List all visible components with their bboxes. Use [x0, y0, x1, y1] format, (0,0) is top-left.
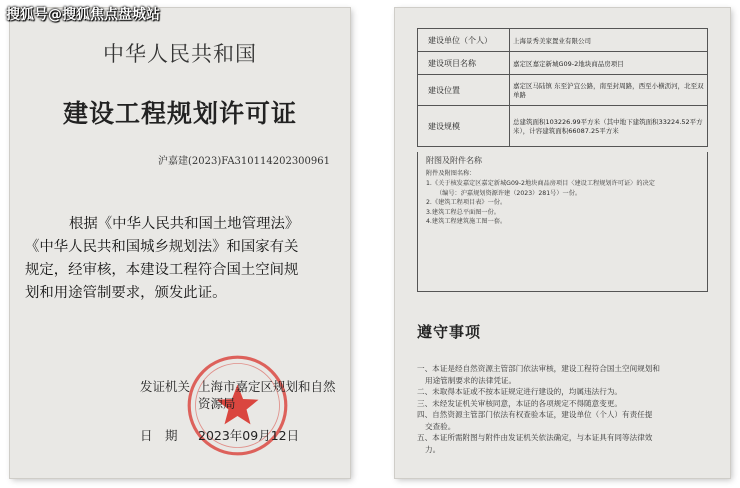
- notice-text: 二、未取得本证或不按本证规定进行建设的，均属违法行为。: [417, 387, 623, 396]
- certificate-back-page: [395, 8, 730, 478]
- attachment-text: 4.建筑工程建筑施工图一套。: [426, 218, 507, 225]
- notice-item: [417, 398, 712, 410]
- country-name: 中华人民共和国: [103, 42, 257, 66]
- attachment-item: [426, 198, 699, 208]
- attachment-text-cont: （编号：沪嘉规划资源许建（2023）281号）一份。: [436, 189, 582, 197]
- notice-text-cont: 力。: [425, 444, 441, 454]
- row-key: 建设规模: [418, 106, 510, 147]
- date-label: 日 期: [140, 428, 178, 443]
- attachments-subheading: 附件及附图名称：: [426, 169, 476, 177]
- project-info-table: [417, 28, 708, 147]
- row-key: 建设项目名称: [418, 52, 510, 75]
- table-row: [418, 29, 708, 52]
- notice-text: 三、未经发证机关审核同意，本证的各项规定不得随意变更。: [417, 398, 623, 408]
- attachment-item: [426, 208, 699, 218]
- notice-text-cont: 用途管制要求的法律凭证。: [425, 375, 517, 385]
- row-value: 嘉定区马陆镇 东至沪宜公路，南至封周路，西至小横沥河，北至双单路: [510, 75, 708, 106]
- row-value: 嘉定区嘉定新城G09-2地块商品房项目: [510, 52, 708, 75]
- attachment-text: 3.建筑工程总平面图一份。: [426, 208, 500, 216]
- notice-item: [417, 409, 712, 432]
- watermark: 搜狐号@搜狐焦点盘城站: [6, 7, 160, 23]
- attachment-item: [426, 179, 699, 198]
- notice-item: [417, 363, 712, 386]
- body-line: 根据《中华人民共和国土地管理法》: [69, 216, 300, 232]
- notice-text-cont: 交查验。: [425, 421, 456, 431]
- certificate-title: 建设工程规划许可证: [62, 99, 297, 128]
- notice-item: [417, 386, 712, 398]
- attachment-text: 2.《建筑工程项目表》一份。: [426, 199, 507, 206]
- row-value: 上海景秀美家置业有限公司: [510, 29, 708, 52]
- attachment-text: 1.《关于核发嘉定区嘉定新城G09-2地块商品房项目〈建设工程规划许可证〉的决定: [426, 180, 655, 187]
- table-row: [418, 106, 708, 147]
- notice-text: 四、自然资源主管部门依法有权查验本证，建设单位（个人）有责任提: [417, 410, 653, 419]
- issuer-name-cont: 资源局: [198, 396, 236, 411]
- body-line: 规定，经审核，本建设工程符合国土空间规: [25, 262, 299, 278]
- notice-text: 五、本证所需附图与附件由发证机关依法确定，与本证具有同等法律效: [417, 433, 653, 442]
- certificate-front-page: [10, 8, 350, 478]
- issue-date: [140, 426, 299, 444]
- body-line: 《中华人民共和国城乡规划法》和国家有关: [25, 239, 299, 255]
- notice-item: [417, 432, 712, 455]
- notice-text: 一、本证是经自然资源主管部门依法审核，建设工程符合国土空间规划和: [417, 364, 660, 373]
- date-value: 2023年09月12日: [198, 428, 300, 443]
- table-row: [418, 52, 708, 75]
- row-key: 建设单位（个人）: [418, 29, 510, 52]
- body-line: 划和用途管制要求，颁发此证。: [25, 285, 227, 301]
- row-key: 建设位置: [418, 75, 510, 106]
- issuer-label: 发证机关: [140, 379, 191, 394]
- notices-list: [417, 363, 712, 455]
- attachments-section: [417, 152, 708, 292]
- issuer-name: 上海市嘉定区规划和自然: [198, 379, 336, 394]
- issuing-authority: [140, 378, 340, 412]
- certificate-number: 沪嘉建(2023)FA310114202300961: [158, 156, 330, 167]
- attachments-heading: 附图及附件名称: [426, 156, 482, 165]
- notice-title: 遵守事项: [417, 323, 482, 341]
- certificate-body: [25, 213, 340, 305]
- row-value: 总建筑面积103226.99平方米（其中地下建筑面积33224.52平方米），计容建筑面积66087.25平方米: [510, 106, 708, 147]
- attachment-item: [426, 217, 699, 227]
- table-row: [418, 75, 708, 106]
